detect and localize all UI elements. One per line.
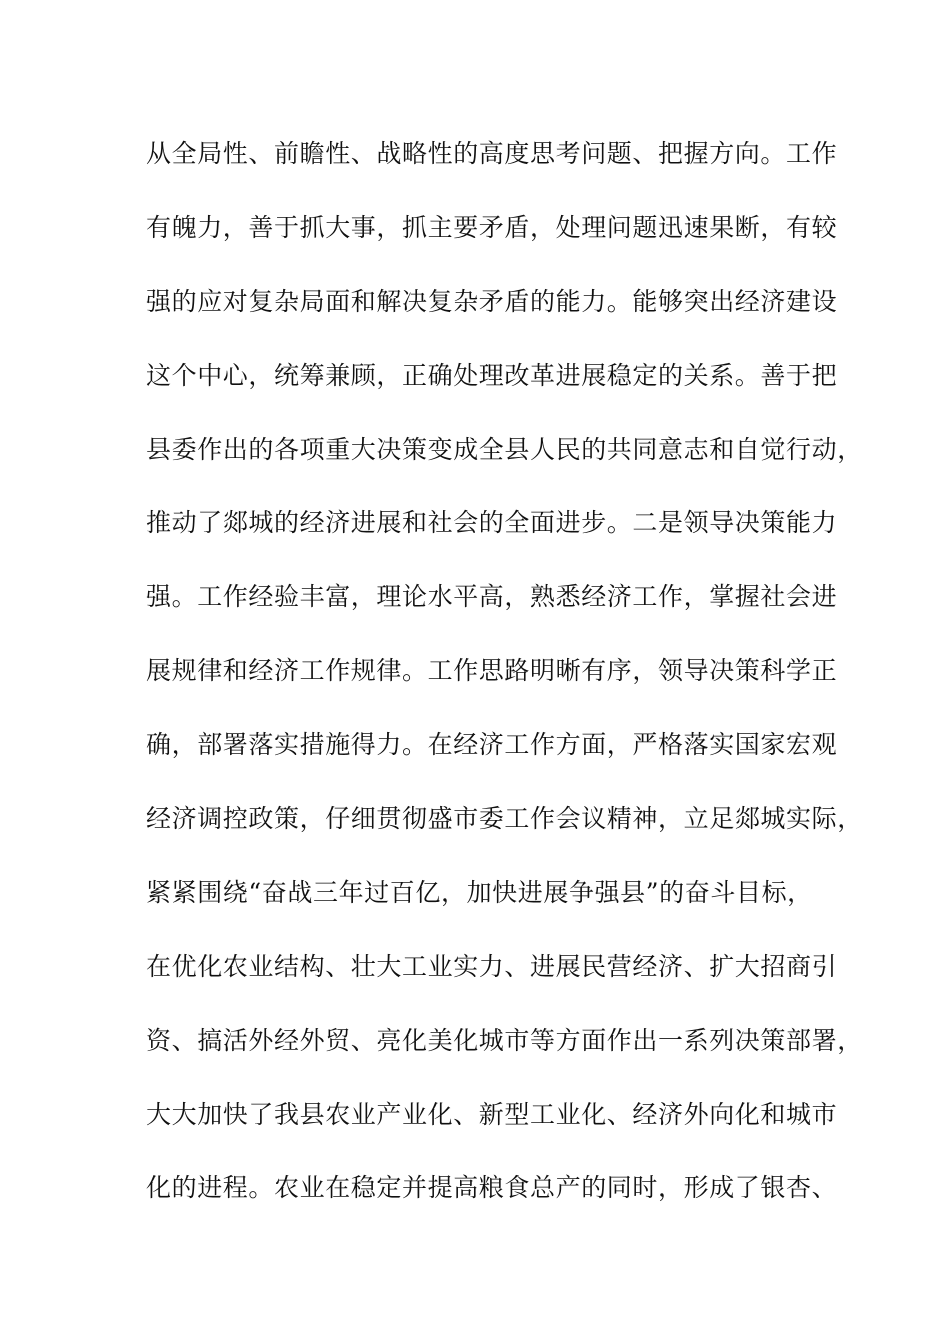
text-line: 经济调控政策，仔细贯彻盛市委工作会议精神，立足郯城实际，	[146, 804, 863, 834]
text-line: 强的应对复杂局面和解决复杂矛盾的能力。能够突出经济建设	[146, 286, 838, 316]
text-line: 化的进程。农业在稳定并提高粮食总产的同时，形成了银杏、	[146, 1173, 838, 1203]
text-line: 紧紧围绕“奋战三年过百亿，加快进展争强县”的奋斗目标，	[146, 877, 813, 907]
text-line: 从全局性、前瞻性、战略性的高度思考问题、把握方向。工作	[146, 139, 838, 168]
text-line: 强。工作经验丰富，理论水平高，熟悉经济工作，掌握社会进	[146, 582, 838, 612]
text-line: 在优化农业结构、壮大工业实力、进展民营经济、扩大招商引	[146, 951, 838, 981]
text-line: 这个中心，统筹兼顾，正确处理改革进展稳定的关系。善于把	[146, 360, 838, 390]
text-line: 展规律和经济工作规律。工作思路明晰有序，领导决策科学正	[146, 656, 838, 686]
body-text	[146, 132, 863, 1240]
text-line: 县委作出的各项重大决策变成全县人民的共同意志和自觉行动，	[146, 434, 863, 464]
text-line: 大大加快了我县农业产业化、新型工业化、经济外向化和城市	[146, 1099, 838, 1129]
text-line: 推动了郯城的经济进展和社会的全面进步。二是领导决策能力	[146, 508, 838, 538]
text-line: 资、搞活外经外贸、亮化美化城市等方面作出一系列决策部署，	[146, 1025, 863, 1055]
text-line: 有魄力，善于抓大事，抓主要矛盾，处理问题迅速果断，有较	[146, 212, 838, 242]
text-line: 确，部署落实措施得力。在经济工作方面，严格落实国家宏观	[146, 730, 838, 760]
